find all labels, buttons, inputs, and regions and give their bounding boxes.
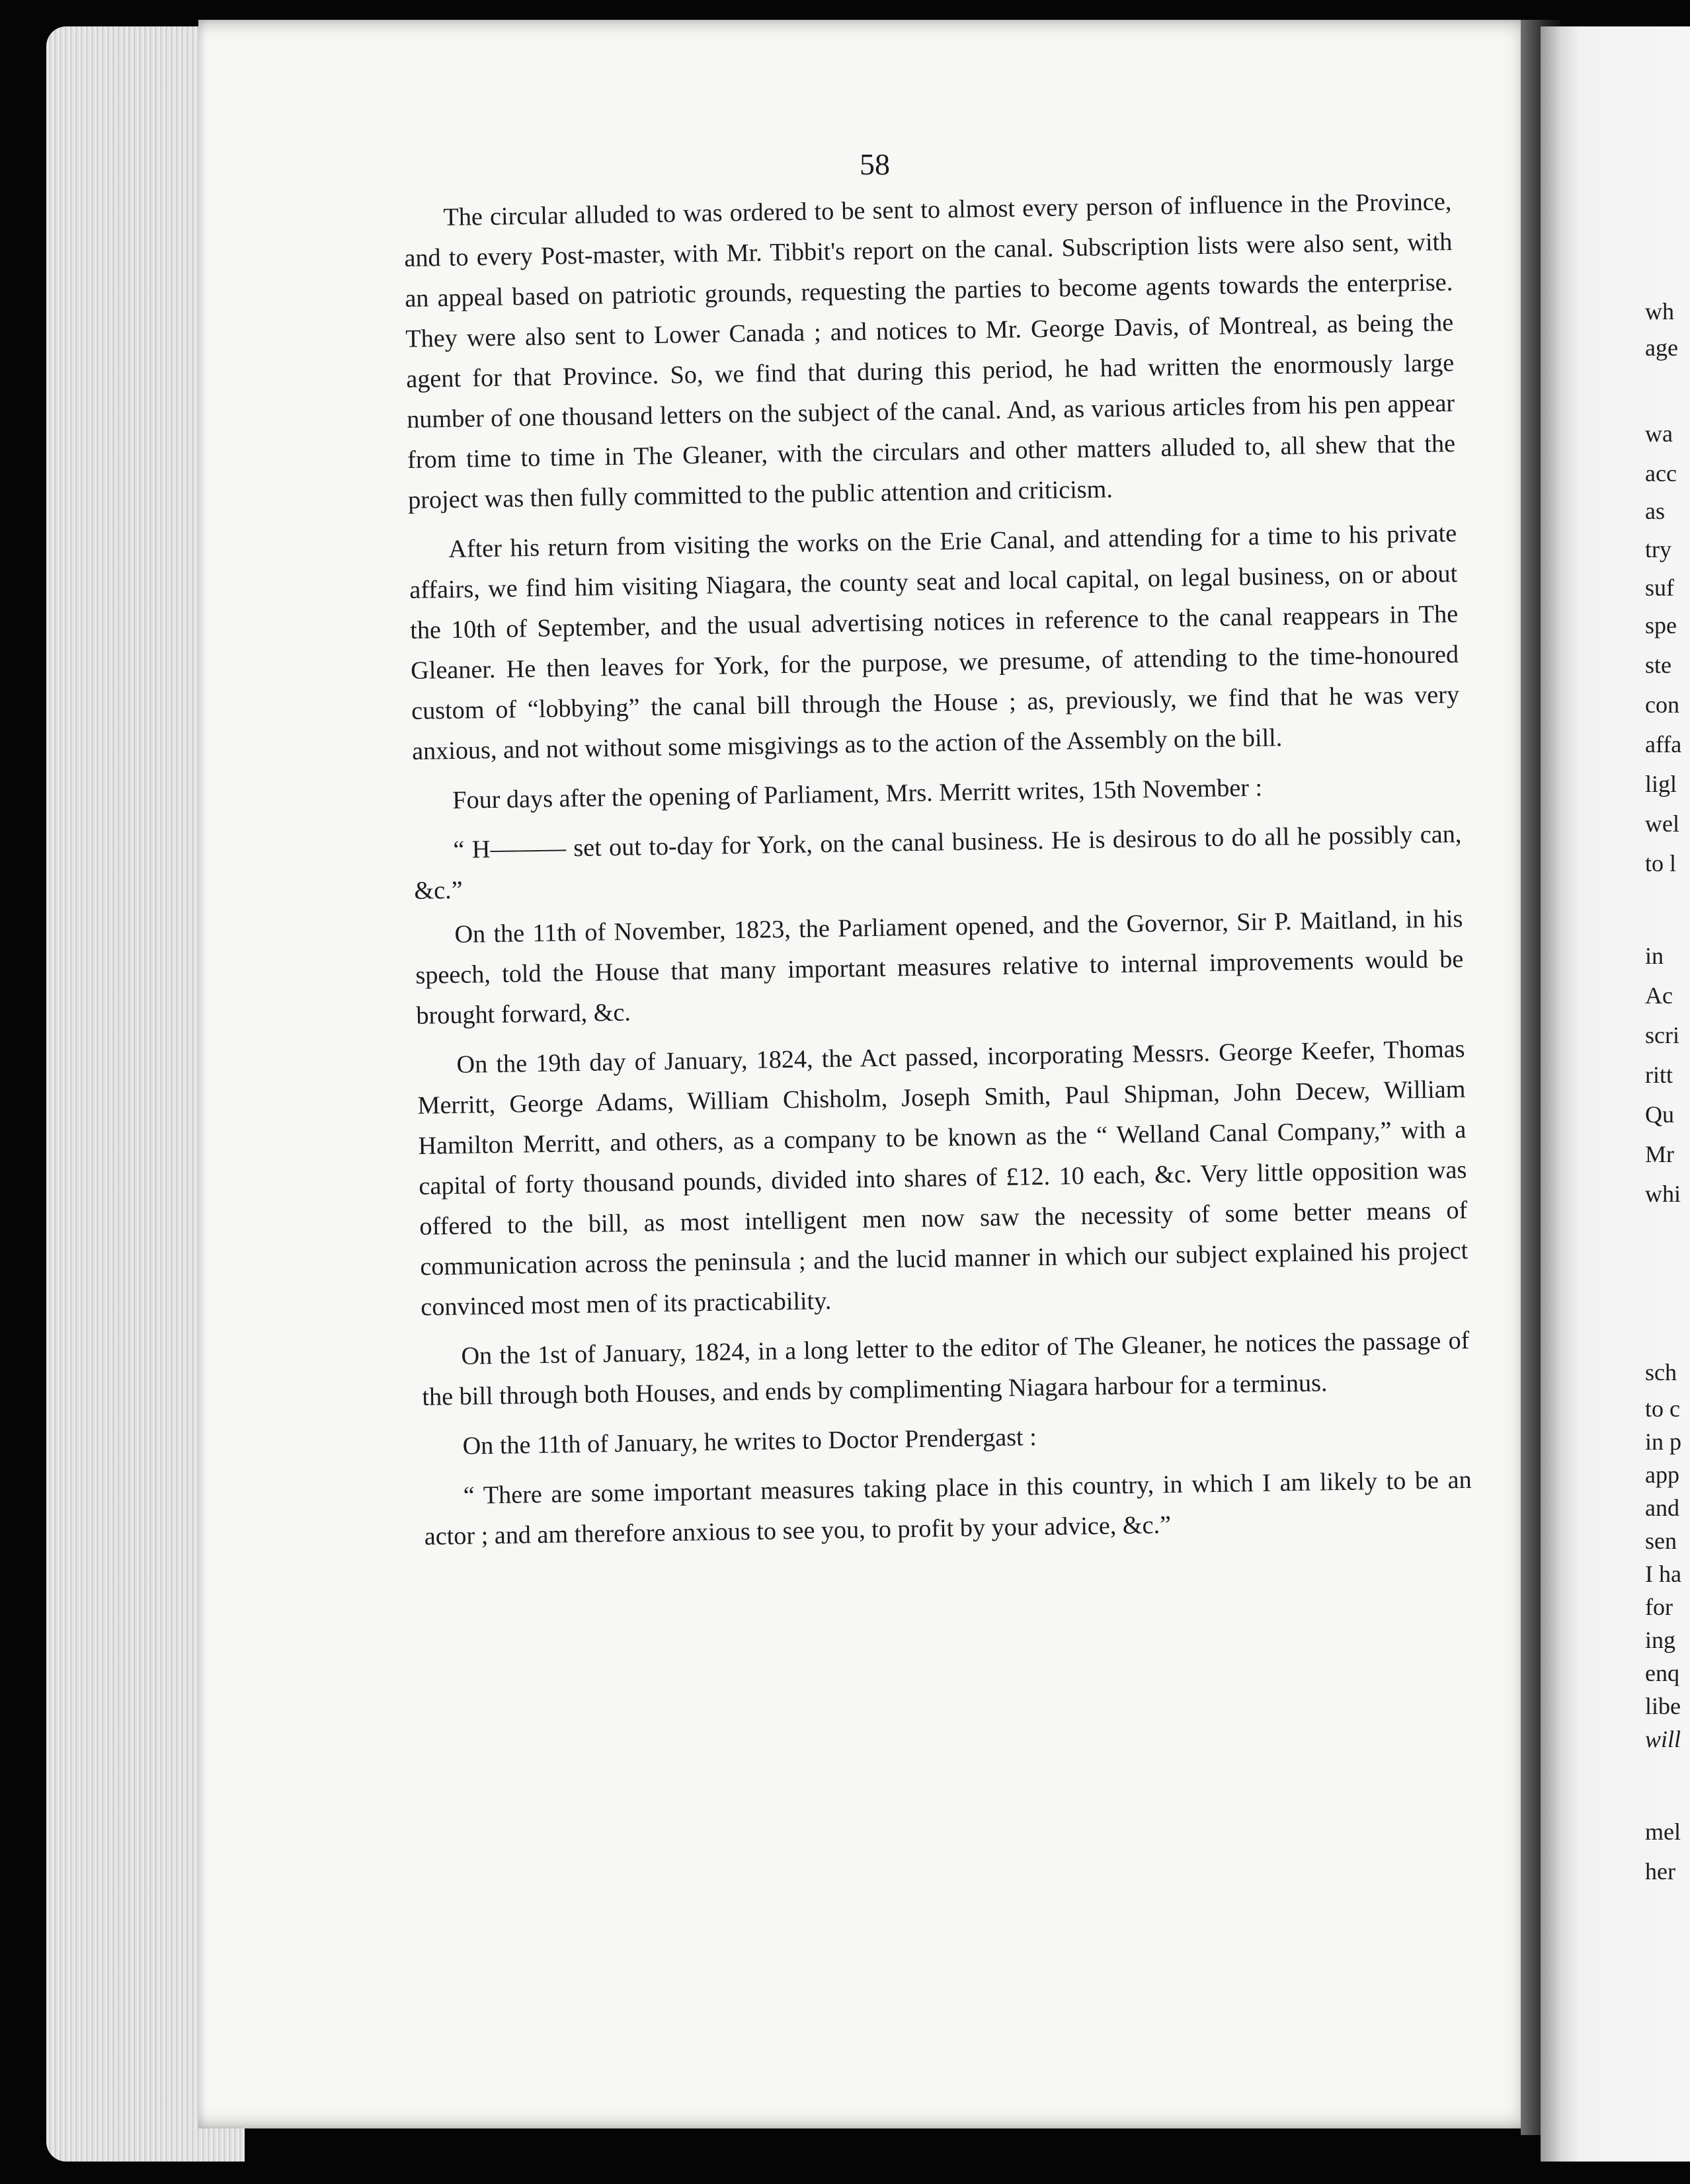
paragraph: On the 19th day of January, 1824, the Act passed, incorporating Messrs. George Keefer, Thomas Merritt, George Adams, William Chisholm, Joseph Smith, Paul Shipman, John Decew, William Hamilton Merritt, and others, as a company to be known as the “ Welland Canal Company,” with a capital of forty thousand pounds, divided into shares of £12. 10 each, &c. Very little opposition was offered to the bill, as most intelligent men now saw the necessity of some better means of communication across the peninsula ; and the lucid manner in which our subject explained his project convinced most men of its practicability. [417, 1034, 1469, 1321]
fragment: wh [1645, 298, 1674, 325]
fragment: ing [1645, 1627, 1676, 1653]
fragment: wa [1645, 420, 1673, 447]
page-body-text [403, 182, 1472, 1561]
page-number: 58 [860, 147, 890, 181]
fragment: scri [1645, 1022, 1679, 1048]
fragment: as [1645, 498, 1665, 524]
fragment: sen [1645, 1528, 1677, 1554]
quoted-letter: “ There are some important measures taking place in this country, in which I am likely to be an actor ; and am therefore anxious to see you, to profit by your advice, &c.” [424, 1465, 1472, 1551]
quoted-letter: “ H——— set out to-day for York, on the canal business. He is desirous to do all he possibly can, &c.” [414, 820, 1462, 905]
fragment: enq [1645, 1660, 1679, 1686]
fragment: I ha [1645, 1561, 1681, 1587]
fragment: spe [1645, 612, 1677, 639]
fragment: Mr [1645, 1141, 1674, 1167]
paragraph: The circular alluded to was ordered to be sent to almost every person of influence in the Province, and to every Post-master, with Mr. Tibbit's report on the canal. Subscription lists were also sent, with an appeal based on patriotic grounds, requesting the parties to become agents towards the enterprise. They were also sent to Lower Canada ; and notices to Mr. George Davis, of Montreal, as being the agent for that Province. So, we find that during this period, he had written the enormously large number of one thousand letters on the subject of the canal. And, as various articles from his pen appear from time to time in The Gleaner, with the circulars and other matters alluded to, all shew that the project was then fully committed to the public attention and criticism. [404, 188, 1456, 514]
fragment: will [1645, 1726, 1681, 1752]
fragment: mel [1645, 1818, 1681, 1845]
paragraph: On the 11th of January, he writes to Doctor Prendergast : [462, 1423, 1037, 1460]
fragment: suf [1645, 574, 1674, 601]
fragment: wel [1645, 810, 1679, 837]
fragment: Ac [1645, 982, 1673, 1009]
paragraph: On the 1st of January, 1824, in a long letter to the editor of The Gleaner, he notices the passage of the bill through both Houses, and ends by complimenting Niagara harbour for a terminus. [422, 1326, 1470, 1411]
paragraph: Four days after the opening of Parliament, Mrs. Merritt writes, 15th November : [452, 773, 1263, 814]
fragment: to l [1645, 850, 1677, 877]
fragment: ste [1645, 652, 1671, 678]
fragment: con [1645, 691, 1679, 718]
fragment: in [1645, 943, 1664, 969]
fragment: sch [1645, 1359, 1677, 1385]
fragment: age [1645, 334, 1678, 361]
paragraph: After his return from visiting the works on the Erie Canal, and attending for a time to his private affairs, we find him visiting Niagara, the county seat and local capital, on legal business, on or about the 10th of September, and the usual advertising notices in reference to the canal reappears in The Gleaner. He then leaves for York, for the purpose, we presume, of attending to the time-honoured custom of “lobbying” the canal bill through the House ; as, previously, we find that he was very anxious, and not without some misgivings as to the action of the Assembly on the bill. [409, 520, 1460, 765]
fragment: Qu [1645, 1101, 1674, 1128]
fragment: whi [1645, 1181, 1681, 1207]
fragment: her [1645, 1858, 1675, 1885]
fragment: for [1645, 1594, 1673, 1620]
paragraph: On the 11th of November, 1823, the Parliament opened, and the Governor, Sir P. Maitland, in his speech, told the House that many important measures relative to internal improvements would be brought forward, &c. [415, 904, 1464, 1030]
fragment: app [1645, 1462, 1679, 1488]
fragment: in p [1645, 1428, 1682, 1455]
fragment: affa [1645, 731, 1682, 758]
fragment: libe [1645, 1693, 1681, 1719]
fragment: acc [1645, 460, 1677, 487]
fragment: ritt [1645, 1062, 1673, 1088]
fragment: ligl [1645, 771, 1677, 797]
fragment: try [1645, 536, 1671, 563]
fragment: to c [1645, 1395, 1680, 1422]
fragment: and [1645, 1495, 1679, 1521]
